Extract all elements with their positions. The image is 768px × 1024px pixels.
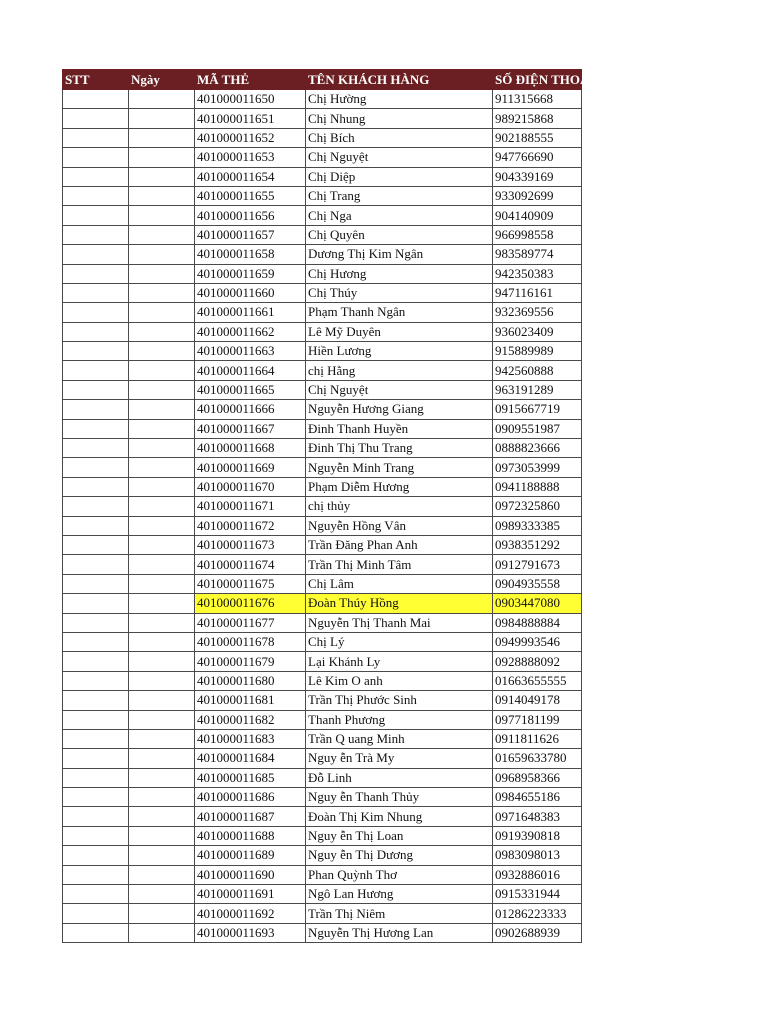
customer-name-cell[interactable]: Lại Khánh Ly: [306, 652, 493, 671]
stt-cell[interactable]: [63, 264, 129, 283]
phone-cell[interactable]: 01663655555: [493, 671, 582, 690]
phone-cell[interactable]: 963191289: [493, 380, 582, 399]
stt-cell[interactable]: [63, 322, 129, 341]
card-code-cell[interactable]: 401000011683: [195, 729, 306, 748]
customer-name-cell[interactable]: Chị Nga: [306, 206, 493, 225]
stt-cell[interactable]: [63, 904, 129, 923]
card-code-cell[interactable]: 401000011689: [195, 846, 306, 865]
customer-name-cell[interactable]: Nguyễn Hồng Vân: [306, 516, 493, 535]
header-stt: STT: [63, 70, 129, 90]
customer-name-cell[interactable]: Đỗ Linh: [306, 768, 493, 787]
phone-cell[interactable]: 0971648383: [493, 807, 582, 826]
card-code-cell[interactable]: 401000011670: [195, 477, 306, 496]
customer-name-cell[interactable]: Trần Thị Niêm: [306, 904, 493, 923]
date-cell[interactable]: [129, 826, 195, 845]
date-cell[interactable]: [129, 846, 195, 865]
phone-cell[interactable]: 989215868: [493, 109, 582, 128]
table-row: [63, 497, 582, 516]
stt-cell[interactable]: [63, 768, 129, 787]
header-row: [63, 70, 582, 90]
date-cell[interactable]: [129, 535, 195, 554]
date-cell[interactable]: [129, 109, 195, 128]
phone-cell[interactable]: 0915331944: [493, 885, 582, 904]
phone-cell[interactable]: 0888823666: [493, 439, 582, 458]
table-row: [63, 846, 582, 865]
card-code-cell[interactable]: 401000011650: [195, 90, 306, 109]
table-row: [63, 865, 582, 884]
stt-cell[interactable]: [63, 458, 129, 477]
customer-name-cell[interactable]: Chị Hương: [306, 264, 493, 283]
date-cell[interactable]: [129, 574, 195, 593]
card-code-cell[interactable]: 401000011653: [195, 148, 306, 167]
customer-name-cell[interactable]: Lê Mỹ Duyên: [306, 322, 493, 341]
date-cell[interactable]: [129, 516, 195, 535]
phone-cell[interactable]: 947116161: [493, 283, 582, 302]
customer-name-cell[interactable]: Trần Đăng Phan Anh: [306, 535, 493, 554]
table-row: [63, 380, 582, 399]
card-code-cell[interactable]: 401000011668: [195, 439, 306, 458]
table-row: [63, 128, 582, 147]
date-cell[interactable]: [129, 264, 195, 283]
customer-name-cell[interactable]: Hiền Lương: [306, 342, 493, 361]
customer-table: [62, 69, 595, 943]
stt-cell[interactable]: [63, 535, 129, 554]
customer-name-cell[interactable]: Chị Hường: [306, 90, 493, 109]
card-code-cell[interactable]: 401000011674: [195, 555, 306, 574]
customer-name-cell[interactable]: Nguy ễn Thị Dương: [306, 846, 493, 865]
customer-name-cell[interactable]: Nguyễn Hương Giang: [306, 400, 493, 419]
stt-cell[interactable]: [63, 613, 129, 632]
table-row: [63, 904, 582, 923]
date-cell[interactable]: [129, 322, 195, 341]
table-row: [63, 613, 582, 632]
card-code-cell[interactable]: 401000011685: [195, 768, 306, 787]
stt-cell[interactable]: [63, 128, 129, 147]
card-code-cell[interactable]: 401000011652: [195, 128, 306, 147]
phone-cell[interactable]: 904140909: [493, 206, 582, 225]
stt-cell[interactable]: [63, 245, 129, 264]
table-row: [63, 516, 582, 535]
customer-name-cell[interactable]: Đoàn Thúy Hồng: [306, 594, 493, 613]
header-date: Ngày: [129, 70, 195, 90]
customer-name-cell[interactable]: Chị Nguyệt: [306, 148, 493, 167]
card-code-cell[interactable]: 401000011691: [195, 885, 306, 904]
card-code-cell[interactable]: 401000011659: [195, 264, 306, 283]
card-code-cell[interactable]: 401000011656: [195, 206, 306, 225]
card-code-cell[interactable]: 401000011654: [195, 167, 306, 186]
phone-cell[interactable]: 0903447080: [493, 594, 582, 613]
date-cell[interactable]: [129, 128, 195, 147]
date-cell[interactable]: [129, 729, 195, 748]
card-code-cell[interactable]: 401000011673: [195, 535, 306, 554]
header-card-code: MÃ THẺ: [195, 70, 306, 90]
date-cell[interactable]: [129, 458, 195, 477]
stt-cell[interactable]: [63, 148, 129, 167]
phone-cell[interactable]: 911315668: [493, 90, 582, 109]
date-cell[interactable]: [129, 148, 195, 167]
table-row: [63, 671, 582, 690]
header-phone: SỐ ĐIỆN THOẠI: [493, 70, 582, 90]
date-cell[interactable]: [129, 497, 195, 516]
header-customer-name: TÊN KHÁCH HÀNG: [306, 70, 493, 90]
card-code-cell[interactable]: 401000011660: [195, 283, 306, 302]
date-cell[interactable]: [129, 342, 195, 361]
table-row: [63, 264, 582, 283]
date-cell[interactable]: [129, 788, 195, 807]
date-cell[interactable]: [129, 303, 195, 322]
phone-cell[interactable]: 904339169: [493, 167, 582, 186]
stt-cell[interactable]: [63, 807, 129, 826]
customer-name-cell[interactable]: Chị Nguyệt: [306, 380, 493, 399]
date-cell[interactable]: [129, 594, 195, 613]
date-cell[interactable]: [129, 613, 195, 632]
date-cell[interactable]: [129, 206, 195, 225]
customer-name-cell[interactable]: Nguyễn Minh Trang: [306, 458, 493, 477]
stt-cell[interactable]: [63, 477, 129, 496]
table-row: [63, 303, 582, 322]
customer-name-cell[interactable]: Nguy ễn Thanh Thủy: [306, 788, 493, 807]
table-row: [63, 574, 582, 593]
card-code-cell[interactable]: 401000011661: [195, 303, 306, 322]
table-row: [63, 535, 582, 554]
customer-name-cell[interactable]: Chị Quyên: [306, 225, 493, 244]
table-row: [63, 361, 582, 380]
stt-cell[interactable]: [63, 555, 129, 574]
customer-name-cell[interactable]: Chị Lâm: [306, 574, 493, 593]
date-cell[interactable]: [129, 283, 195, 302]
phone-cell[interactable]: 0977181199: [493, 710, 582, 729]
card-code-cell[interactable]: 401000011671: [195, 497, 306, 516]
stt-cell[interactable]: [63, 497, 129, 516]
table-row: [63, 729, 582, 748]
date-cell[interactable]: [129, 768, 195, 787]
date-cell[interactable]: [129, 245, 195, 264]
date-cell[interactable]: [129, 380, 195, 399]
stt-cell[interactable]: [63, 826, 129, 845]
customer-name-cell[interactable]: Đinh Thanh Huyền: [306, 419, 493, 438]
date-cell[interactable]: [129, 749, 195, 768]
phone-cell[interactable]: 983589774: [493, 245, 582, 264]
table-row: [63, 225, 582, 244]
table-row: [63, 90, 582, 109]
date-cell[interactable]: [129, 671, 195, 690]
stt-cell[interactable]: [63, 361, 129, 380]
phone-cell[interactable]: 936023409: [493, 322, 582, 341]
phone-cell[interactable]: 947766690: [493, 148, 582, 167]
customer-name-cell[interactable]: chị Hằng: [306, 361, 493, 380]
card-code-cell[interactable]: 401000011693: [195, 923, 306, 942]
stt-cell[interactable]: [63, 574, 129, 593]
stt-cell[interactable]: [63, 710, 129, 729]
card-code-cell[interactable]: 401000011675: [195, 574, 306, 593]
table-row: [63, 148, 582, 167]
table-row: [63, 477, 582, 496]
customer-name-cell[interactable]: Đoàn Thị Kim Nhung: [306, 807, 493, 826]
card-code-cell[interactable]: 401000011676: [195, 594, 306, 613]
stt-cell[interactable]: [63, 400, 129, 419]
phone-cell[interactable]: 0919390818: [493, 826, 582, 845]
customer-name-cell[interactable]: Nguy ễn Thị Loan: [306, 826, 493, 845]
stt-cell[interactable]: [63, 885, 129, 904]
date-cell[interactable]: [129, 419, 195, 438]
phone-cell[interactable]: 933092699: [493, 186, 582, 205]
card-code-cell[interactable]: 401000011666: [195, 400, 306, 419]
stt-cell[interactable]: [63, 439, 129, 458]
stt-cell[interactable]: [63, 419, 129, 438]
stt-cell[interactable]: [63, 691, 129, 710]
phone-cell[interactable]: 915889989: [493, 342, 582, 361]
card-code-cell[interactable]: 401000011682: [195, 710, 306, 729]
date-cell[interactable]: [129, 865, 195, 884]
customer-name-cell[interactable]: Chị Thúy: [306, 283, 493, 302]
phone-cell[interactable]: 0932886016: [493, 865, 582, 884]
date-cell[interactable]: [129, 361, 195, 380]
date-cell[interactable]: [129, 710, 195, 729]
customer-name-cell[interactable]: Dương Thị Kim Ngân: [306, 245, 493, 264]
customer-name-cell[interactable]: Ngô Lan Hương: [306, 885, 493, 904]
date-cell[interactable]: [129, 225, 195, 244]
customer-name-cell[interactable]: Thanh Phương: [306, 710, 493, 729]
table-row: [63, 652, 582, 671]
table-row: [63, 245, 582, 264]
stt-cell[interactable]: [63, 225, 129, 244]
phone-cell[interactable]: 0973053999: [493, 458, 582, 477]
customer-name-cell[interactable]: Chị Diệp: [306, 167, 493, 186]
card-code-cell[interactable]: 401000011651: [195, 109, 306, 128]
stt-cell[interactable]: [63, 594, 129, 613]
card-code-cell[interactable]: 401000011655: [195, 186, 306, 205]
card-code-cell[interactable]: 401000011686: [195, 788, 306, 807]
phone-cell[interactable]: 942560888: [493, 361, 582, 380]
customer-name-cell[interactable]: Trần Thị Minh Tâm: [306, 555, 493, 574]
stt-cell[interactable]: [63, 283, 129, 302]
stt-cell[interactable]: [63, 846, 129, 865]
phone-cell[interactable]: 0938351292: [493, 535, 582, 554]
card-code-cell[interactable]: 401000011681: [195, 691, 306, 710]
customer-name-cell[interactable]: Phạm Diễm Hương: [306, 477, 493, 496]
customer-name-cell[interactable]: Phạm Thanh Ngân: [306, 303, 493, 322]
date-cell[interactable]: [129, 652, 195, 671]
table-row: [63, 691, 582, 710]
table-row: [63, 594, 582, 613]
card-code-cell[interactable]: 401000011665: [195, 380, 306, 399]
table-row: [63, 419, 582, 438]
card-code-cell[interactable]: 401000011692: [195, 904, 306, 923]
stt-cell[interactable]: [63, 865, 129, 884]
card-code-cell[interactable]: 401000011687: [195, 807, 306, 826]
date-cell[interactable]: [129, 923, 195, 942]
card-code-cell[interactable]: 401000011667: [195, 419, 306, 438]
phone-cell[interactable]: 0984655186: [493, 788, 582, 807]
card-code-cell[interactable]: 401000011669: [195, 458, 306, 477]
phone-cell[interactable]: 0912791673: [493, 555, 582, 574]
table-row: [63, 710, 582, 729]
stt-cell[interactable]: [63, 342, 129, 361]
table-row: [63, 555, 582, 574]
date-cell[interactable]: [129, 904, 195, 923]
date-cell[interactable]: [129, 90, 195, 109]
card-code-cell[interactable]: 401000011672: [195, 516, 306, 535]
stt-cell[interactable]: [63, 729, 129, 748]
phone-cell[interactable]: 902188555: [493, 128, 582, 147]
phone-cell[interactable]: 01286223333: [493, 904, 582, 923]
date-cell[interactable]: [129, 439, 195, 458]
stt-cell[interactable]: [63, 167, 129, 186]
card-code-cell[interactable]: 401000011664: [195, 361, 306, 380]
phone-cell[interactable]: 942350383: [493, 264, 582, 283]
customer-name-cell[interactable]: chị thủy: [306, 497, 493, 516]
table-row: [63, 632, 582, 651]
phone-cell[interactable]: 0902688939: [493, 923, 582, 942]
date-cell[interactable]: [129, 632, 195, 651]
phone-cell[interactable]: 0949993546: [493, 632, 582, 651]
customer-name-cell[interactable]: Nguyễn Thị Hương Lan: [306, 923, 493, 942]
card-code-cell[interactable]: 401000011658: [195, 245, 306, 264]
date-cell[interactable]: [129, 167, 195, 186]
date-cell[interactable]: [129, 477, 195, 496]
phone-cell[interactable]: 0904935558: [493, 574, 582, 593]
table-row: [63, 923, 582, 942]
table-row: [63, 768, 582, 787]
customer-name-cell[interactable]: Nguyễn Thị Thanh Mai: [306, 613, 493, 632]
table-row: [63, 283, 582, 302]
phone-cell[interactable]: 0968958366: [493, 768, 582, 787]
customer-name-cell[interactable]: Chị Nhung: [306, 109, 493, 128]
card-code-cell[interactable]: 401000011680: [195, 671, 306, 690]
stt-cell[interactable]: [63, 923, 129, 942]
phone-cell[interactable]: 0984888884: [493, 613, 582, 632]
phone-cell[interactable]: 0909551987: [493, 419, 582, 438]
table-row: [63, 749, 582, 768]
card-code-cell[interactable]: 401000011679: [195, 652, 306, 671]
stt-cell[interactable]: [63, 206, 129, 225]
card-code-cell[interactable]: 401000011657: [195, 225, 306, 244]
phone-cell[interactable]: 0911811626: [493, 729, 582, 748]
phone-cell[interactable]: 0972325860: [493, 497, 582, 516]
date-cell[interactable]: [129, 885, 195, 904]
card-code-cell[interactable]: 401000011688: [195, 826, 306, 845]
table-row: [63, 807, 582, 826]
phone-cell[interactable]: 0941188888: [493, 477, 582, 496]
stt-cell[interactable]: [63, 749, 129, 768]
table-row: [63, 342, 582, 361]
stt-cell[interactable]: [63, 186, 129, 205]
table-row: [63, 186, 582, 205]
customer-name-cell[interactable]: Chị Trang: [306, 186, 493, 205]
table-row: [63, 109, 582, 128]
card-code-cell[interactable]: 401000011684: [195, 749, 306, 768]
phone-cell[interactable]: 01659633780: [493, 749, 582, 768]
table-row: [63, 885, 582, 904]
date-cell[interactable]: [129, 555, 195, 574]
customer-name-cell[interactable]: Lê Kim O anh: [306, 671, 493, 690]
card-code-cell[interactable]: 401000011690: [195, 865, 306, 884]
table-row: [63, 788, 582, 807]
card-code-cell[interactable]: 401000011662: [195, 322, 306, 341]
customer-name-cell[interactable]: Đinh Thị Thu Trang: [306, 439, 493, 458]
phone-cell[interactable]: 966998558: [493, 225, 582, 244]
customer-name-cell[interactable]: Chị Lý: [306, 632, 493, 651]
phone-cell[interactable]: 0989333385: [493, 516, 582, 535]
table-row: [63, 206, 582, 225]
stt-cell[interactable]: [63, 652, 129, 671]
customer-name-cell[interactable]: Phan Quỳnh Thơ: [306, 865, 493, 884]
stt-cell[interactable]: [63, 516, 129, 535]
customer-name-cell[interactable]: Chị Bích: [306, 128, 493, 147]
customer-name-cell[interactable]: Trần Thị Phước Sinh: [306, 691, 493, 710]
table-row: [63, 458, 582, 477]
date-cell[interactable]: [129, 186, 195, 205]
date-cell[interactable]: [129, 691, 195, 710]
card-code-cell[interactable]: 401000011663: [195, 342, 306, 361]
date-cell[interactable]: [129, 400, 195, 419]
customer-name-cell[interactable]: Nguy ễn Trà My: [306, 749, 493, 768]
stt-cell[interactable]: [63, 632, 129, 651]
stt-cell[interactable]: [63, 109, 129, 128]
stt-cell[interactable]: [63, 671, 129, 690]
phone-cell[interactable]: 932369556: [493, 303, 582, 322]
phone-cell[interactable]: 0928888092: [493, 652, 582, 671]
table-row: [63, 439, 582, 458]
stt-cell[interactable]: [63, 380, 129, 399]
date-cell[interactable]: [129, 807, 195, 826]
table-row: [63, 826, 582, 845]
table-row: [63, 400, 582, 419]
customer-name-cell[interactable]: Trần Q uang Minh: [306, 729, 493, 748]
stt-cell[interactable]: [63, 90, 129, 109]
stt-cell[interactable]: [63, 788, 129, 807]
stt-cell[interactable]: [63, 303, 129, 322]
phone-cell[interactable]: 0915667719: [493, 400, 582, 419]
phone-cell[interactable]: 0983098013: [493, 846, 582, 865]
table-row: [63, 167, 582, 186]
card-code-cell[interactable]: 401000011677: [195, 613, 306, 632]
phone-cell[interactable]: 0914049178: [493, 691, 582, 710]
table-row: [63, 322, 582, 341]
card-code-cell[interactable]: 401000011678: [195, 632, 306, 651]
